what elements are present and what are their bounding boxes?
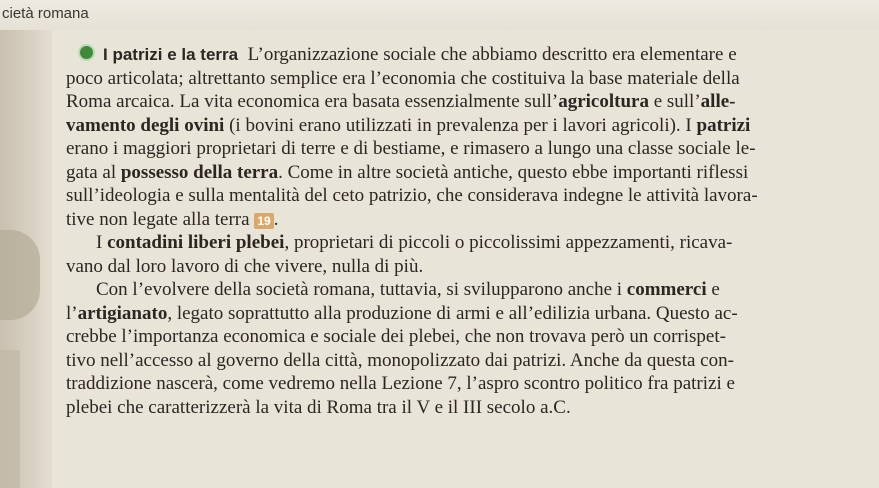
text-run: , legato soprattutto alla produzione di armi e all’edilizia urbana. Questo ac- [167, 302, 738, 324]
paragraph-1-line [66, 114, 874, 138]
keyword: artigianato [77, 302, 168, 324]
keyword: patrizi [696, 114, 751, 136]
paragraph-1-line [66, 43, 874, 67]
text-run: Roma arcaica. La vita economica era basata essenzialmente sull’ [66, 91, 559, 112]
paragraph-1-line [66, 208, 874, 232]
paragraph-1-line: poco articolata; altrettanto semplice era l’economia che costituiva la base materiale della [66, 67, 740, 89]
margin-illustration [0, 30, 52, 488]
paragraph-3-line: crebbe l’importanza economica e sociale dei plebei, che non trovava però un corrispet- [66, 326, 726, 347]
paragraph-3-line: tivo nell’accesso al governo della città, monopolizzato dai patrizi. Anche da questa con- [66, 349, 734, 371]
text-run: . Come in altre società antiche, questo ebbe importanti riflessi [278, 161, 749, 183]
paragraph-1-line [66, 161, 874, 185]
paragraph-2-line [66, 231, 874, 255]
text-run: gata al [66, 161, 121, 183]
text-run: L’organizzazione sociale che abbiamo descritto era elementare e [247, 44, 737, 65]
reference-badge[interactable]: 19 [254, 213, 273, 229]
text-run: e [706, 279, 720, 300]
text-run: e sull’ [648, 91, 701, 112]
text-run: I [96, 232, 108, 253]
text-run: tive non legate alla terra [66, 208, 250, 230]
text-run: (i bovini erano utilizzati in prevalenza per i lavori agricoli). I [224, 114, 697, 136]
running-head: cietà romana [2, 5, 89, 22]
paragraph-1-line [66, 90, 874, 114]
keyword: agricoltura [558, 91, 649, 112]
paragraph-3-line: traddizione nascerà, come vedremo nella Lezione 7, l’aspro scontro politico fra patrizi e [66, 373, 735, 394]
keyword: contadini liberi plebei [107, 232, 285, 253]
text-run: . [273, 208, 279, 230]
keyword: possesso della terra [120, 161, 279, 183]
illustration-fragment [0, 230, 40, 320]
body-text [66, 43, 874, 419]
page-header [0, 0, 879, 30]
paragraph-1-line: sull’ideologia e sulla mentalità del ceto patrizio, che considerava indegne le attività lavora- [66, 185, 758, 206]
paragraph-3-line: plebei che caratterizzerà la vita di Roma tra il V e il III secolo a.C. [66, 396, 571, 418]
illustration-fragment [0, 350, 20, 488]
paragraph-3-line [66, 278, 874, 302]
section-bullet-icon [78, 44, 95, 61]
text-run: l’ [66, 302, 78, 324]
keyword: vamento degli ovini [66, 114, 225, 136]
section-title: I patrizi e la terra [103, 45, 239, 64]
paragraph-1-line: erano i maggiori proprietari di terre e di bestiame, e rimasero a lungo una classe sociale le- [66, 138, 756, 159]
text-run: , proprietari di piccoli o piccolissimi appezzamenti, ricava- [284, 232, 733, 253]
text-run: Con l’evolvere della società romana, tuttavia, si svilupparono anche i [96, 279, 627, 300]
keyword: alle- [700, 91, 736, 112]
paragraph-3-line [66, 302, 874, 326]
paragraph-2-line: vano dal loro lavoro di che vivere, nulla di più. [66, 255, 424, 277]
keyword: commerci [626, 279, 707, 300]
